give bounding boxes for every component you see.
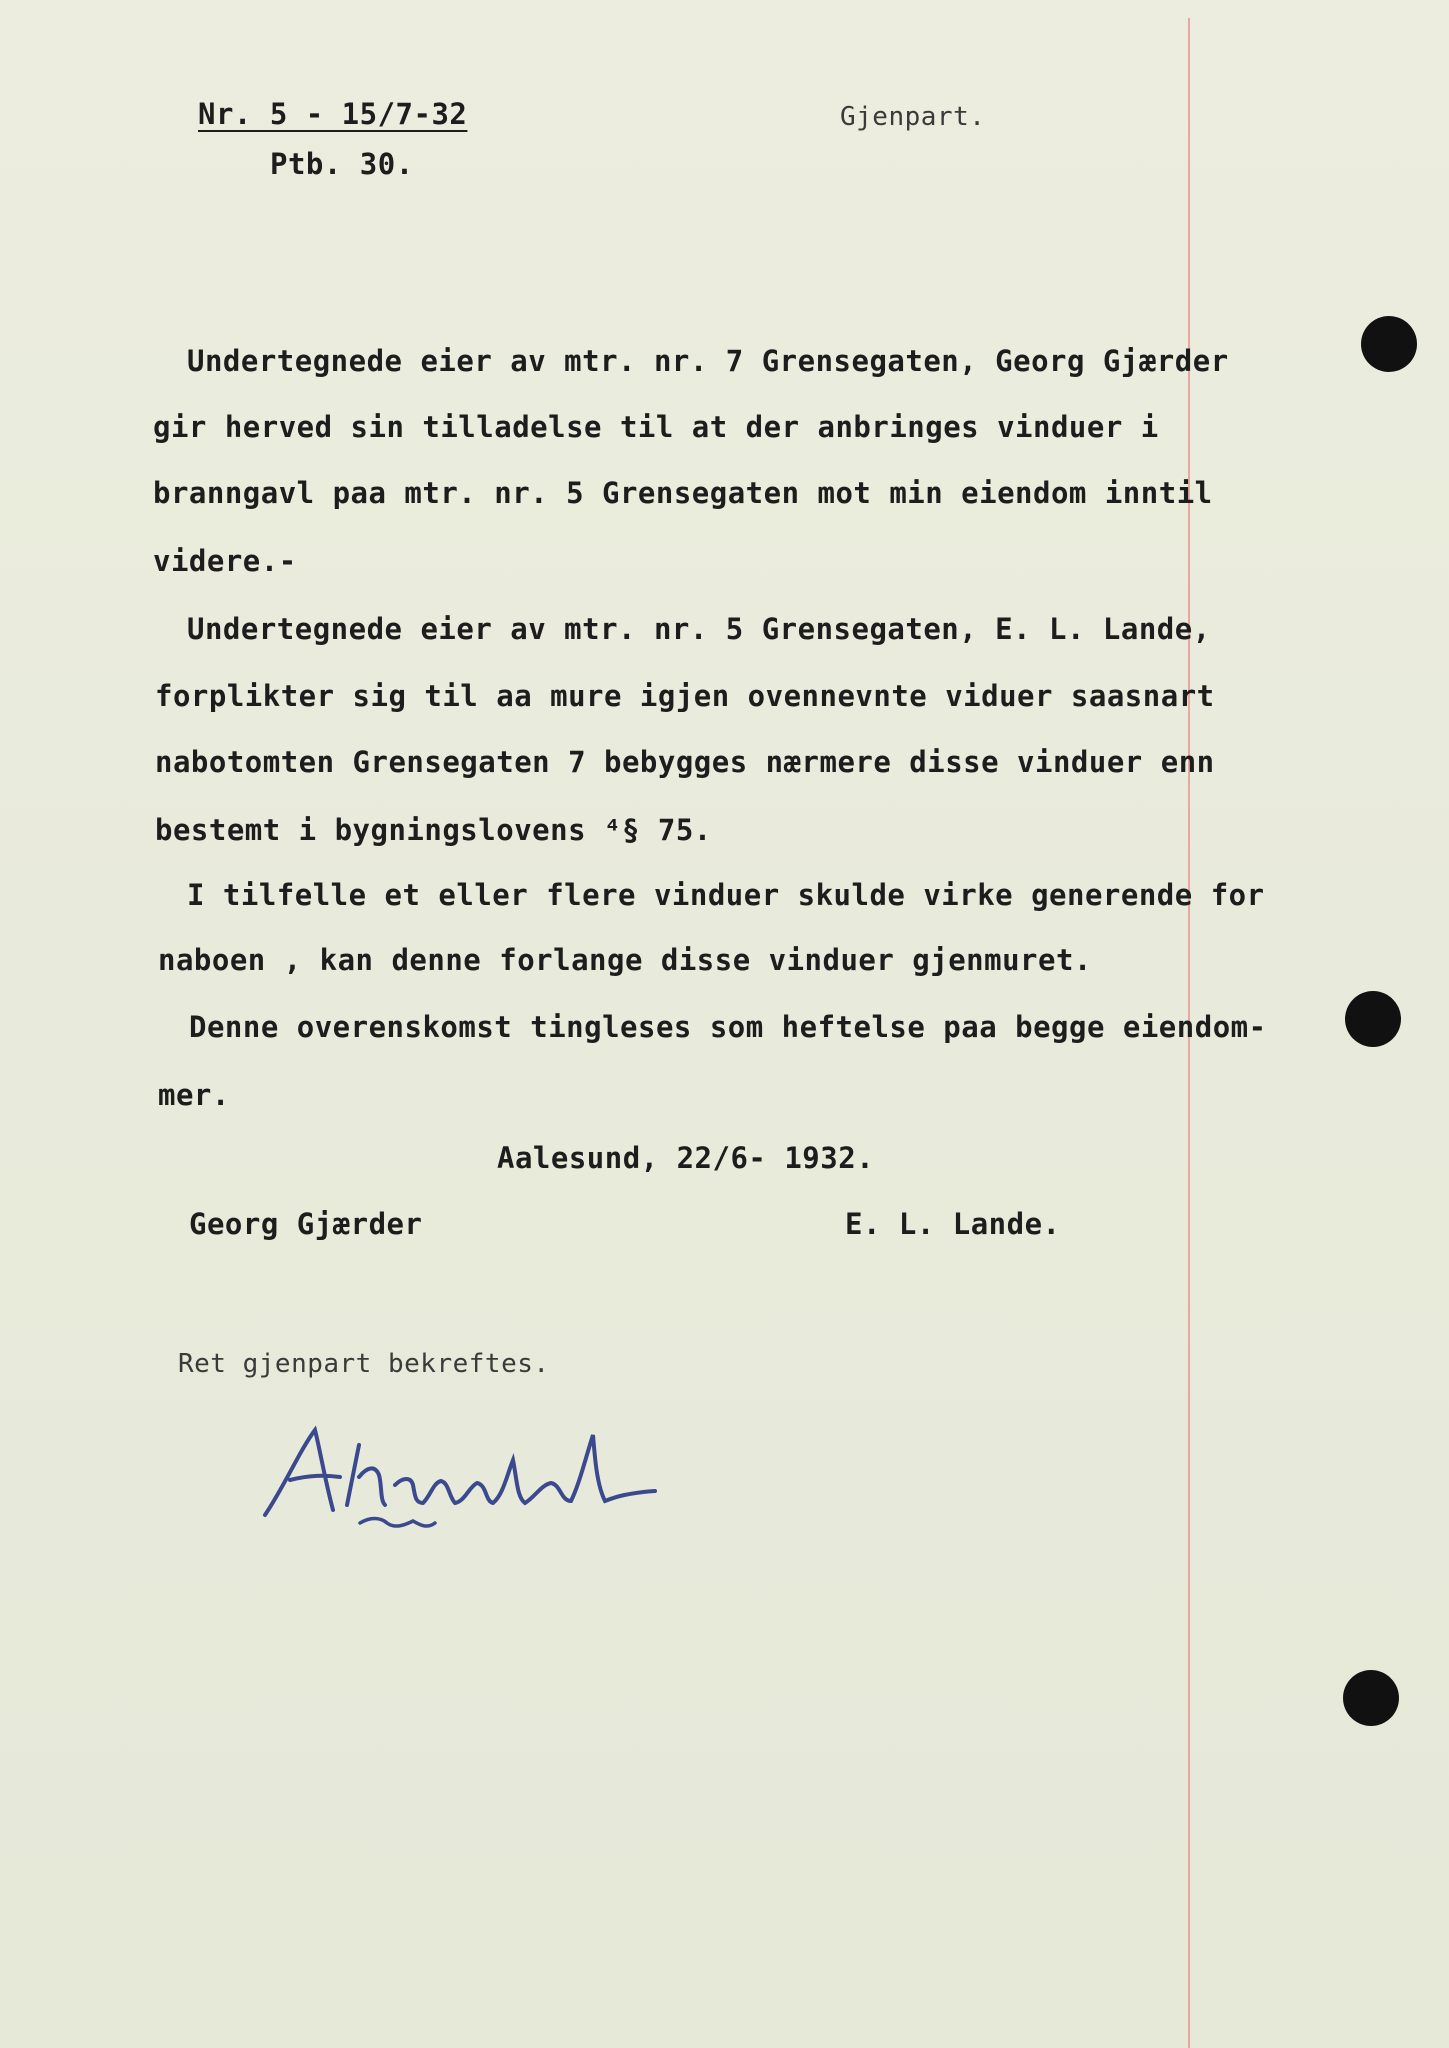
body-line: Undertegnede eier av mtr. nr. 5 Grensegaten, E. L. Lande, [187,612,1211,646]
reference-number: Nr. 5 - 15/7-32 [198,97,468,131]
body-line: naboen , kan denne forlange disse vinduer gjenmuret. [158,943,1092,977]
body-line: videre.- [153,544,297,578]
body-line: bestemt i bygningslovens ⁴§ 75. [155,813,712,847]
signature-right: E. L. Lande. [845,1207,1061,1241]
body-line: gir herved sin tilladelse til at der anbringes vinduer i [153,410,1159,444]
punch-hole-top [1361,316,1417,372]
ptb-number: Ptb. 30. [270,147,414,181]
copy-label: Gjenpart. [840,102,986,132]
body-line: Undertegnede eier av mtr. nr. 7 Grensegaten, Georg Gjærder [187,344,1229,378]
body-line: mer. [158,1078,230,1112]
certification-text: Ret gjenpart bekreftes. [178,1349,550,1379]
body-line: forplikter sig til aa mure igjen ovennevnte viduer saasnart [155,679,1215,713]
signature-left: Georg Gjærder [189,1207,423,1241]
handwritten-signature [255,1405,675,1545]
punch-hole-bottom [1343,1670,1399,1726]
body-line: branngavl paa mtr. nr. 5 Grensegaten mot min eiendom inntil [153,476,1213,510]
punch-hole-middle [1345,991,1401,1047]
body-line: Denne overenskomst tingleses som heftelse paa begge eiendom- [189,1010,1267,1044]
body-line: I tilfelle et eller flere vinduer skulde virke generende for [187,878,1265,912]
body-line: nabotomten Grensegaten 7 bebygges nærmere disse vinduer enn [155,745,1215,779]
date-place: Aalesund, 22/6- 1932. [497,1141,875,1175]
